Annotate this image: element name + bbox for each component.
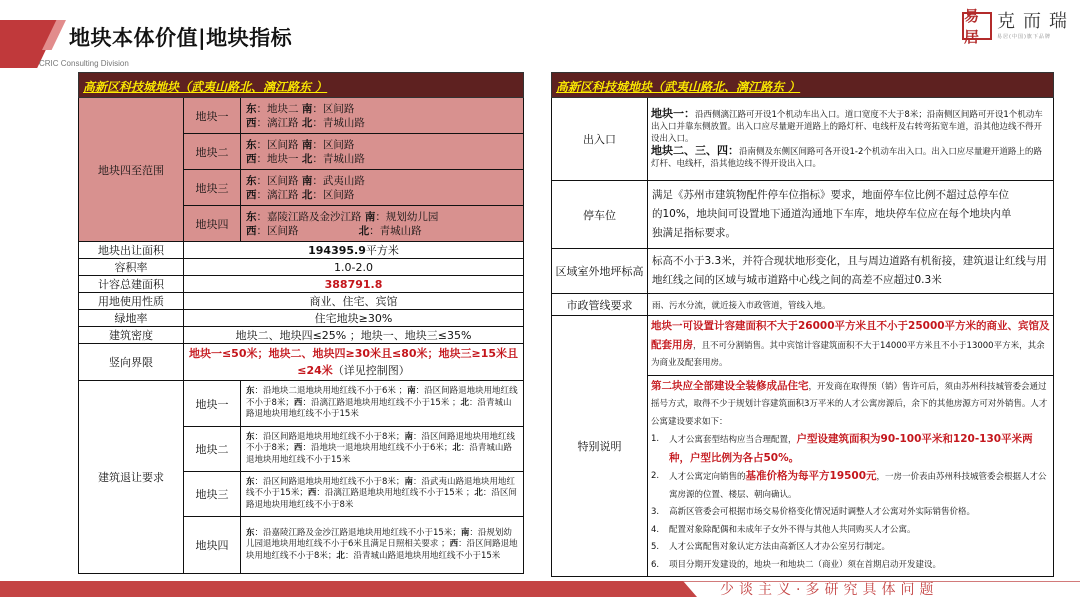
row-label: 特别说明 bbox=[552, 316, 648, 577]
table-row bbox=[552, 181, 1054, 249]
row-label: 区域室外地坪标高 bbox=[552, 249, 648, 294]
logo-tagline: 易居(中国)旗下品牌 bbox=[997, 34, 1051, 40]
elevation-text: 标高不小于3.3米，并符合现状地形变化，且与周边道路有机衔接，建筑退让红线与用地红线之间的区域与城市道路中心线之间的高差不应超过0.3米 bbox=[648, 249, 1054, 294]
table-row bbox=[79, 259, 524, 276]
table-row bbox=[79, 310, 524, 327]
row-label: 出入口 bbox=[552, 98, 648, 181]
row-label: 计容总建面积 bbox=[79, 276, 184, 293]
list-item: 3. 高新区管委会可根据市场交易价格变化情况适时调整人才公寓对外实际销售价格。 bbox=[651, 507, 976, 517]
table-title: 高新区科技城地块（武夷山路北、漓江路东 ） bbox=[83, 79, 328, 94]
parcel-name: 地块一 bbox=[184, 381, 241, 427]
logo bbox=[962, 7, 1075, 46]
parking-text: 满足《苏州市建筑物配件停车位指标》要求，地面停车位比例不超过总停车位的10%，地块间可设置地下通道沟通地下车库，地块停车位应在每个地块内单独满足指标要求。 bbox=[648, 181, 1054, 249]
boundary-cell: 东：地块二 南：区间路 西：漓江路 北：青城山路 bbox=[241, 98, 524, 134]
table-row bbox=[552, 98, 1054, 181]
list-item: 1. 人才公寓套型结构应当合理配置，户型设建筑面积为90-100平米和120-130平米两种，户型比例为各占50%。 bbox=[651, 433, 1033, 464]
parcel-name: 地块二 bbox=[184, 134, 241, 170]
boundary-cell: 东：区间路 南：区间路 西：地块一 北：青城山路 bbox=[241, 134, 524, 170]
row-value: 商业、住宅、宾馆 bbox=[184, 293, 524, 310]
list-item: 6. 项目分期开发建设的，地块一和地块二（商业）须在首期启动开发建设。 bbox=[651, 559, 942, 570]
seal-icon: 易居 bbox=[962, 12, 992, 40]
setback-cell: 东：沿区间路退地块用地红线不小于8米；南：沿武夷山路退地块用地红线不小于15米；西：沿漓江路退地块用地红线不小于15米 ；北：沿区间路退地块用地红线不小于8米 bbox=[241, 472, 524, 517]
table-row bbox=[79, 293, 524, 310]
table-row bbox=[552, 316, 1054, 376]
parcel-name: 地块四 bbox=[184, 206, 241, 242]
subtitle: CRIC Consulting Division bbox=[39, 59, 129, 68]
table-title-row bbox=[79, 73, 524, 98]
row-value: 1.0-2.0 bbox=[184, 259, 524, 276]
row-label: 竖向界限 bbox=[79, 344, 184, 381]
boundary-cell: 东：嘉陵江路及金沙江路 南：规划幼儿园 西：区间路 北：青城山路 bbox=[241, 206, 524, 242]
entrance-text: 地块一：沿西侧漓江路可开设1个机动车出入口。道口宽度不大于8米；沿南侧区间路可开设1个机动车出入口并靠东侧放置。出入口应尽量避开道路上的路灯杆、电线杆及右转弯拓宽车道，沿其他边线不得开设出入口。 地块二、三、四：沿南侧及东侧区间路可各开设1-2个机动车出入口。出入口应尽量避开道路上的路灯杆、电线杆，沿其他边线不得开设出入口。 bbox=[648, 98, 1054, 181]
parcel-name: 地块一 bbox=[184, 98, 241, 134]
footer-red-bar bbox=[0, 581, 697, 597]
special-block-1: 地块一可设置计容建面积不大于26000平方米且不小于25000平方米的商业、宾馆及配套用房，且不可分割销售。其中宾馆计容建筑面积不大于14000平方米且不小于13000平方米，其余为商业及配套用房。 bbox=[648, 316, 1054, 376]
parcel-name: 地块二 bbox=[184, 427, 241, 472]
table-row bbox=[79, 98, 524, 134]
table-row bbox=[79, 381, 524, 427]
pipeline-text: 雨、污水分流，就近接入市政管道，管线入地。 bbox=[648, 294, 1054, 316]
row-label: 用地使用性质 bbox=[79, 293, 184, 310]
row-label: 地块四至范围 bbox=[79, 98, 184, 242]
table-title-row bbox=[552, 73, 1054, 98]
boundary-cell: 东：区间路 南：武夷山路 西：漓江路 北：区间路 bbox=[241, 170, 524, 206]
table-row bbox=[79, 276, 524, 293]
row-label: 建筑密度 bbox=[79, 327, 184, 344]
planning-requirements-table bbox=[551, 72, 1054, 577]
row-value: 388791.8 bbox=[184, 276, 524, 293]
row-label: 建筑退让要求 bbox=[79, 381, 184, 574]
parcel-indicators-table bbox=[78, 72, 524, 574]
row-value: 地块一≤50米；地块二、地块四≥30米且≤80米；地块三≥15米且≤24米（详见控制图） bbox=[184, 344, 524, 381]
row-label: 绿地率 bbox=[79, 310, 184, 327]
table-title: 高新区科技城地块（武夷山路北、漓江路东 ） bbox=[556, 79, 801, 94]
setback-cell: 东：沿嘉陵江路及金沙江路退地块用地红线不小于15米；南：沿规划幼儿园退地块用地红线不小于6米且满足日照相关要求 ；西：沿区间路退地块用地红线不小于8米；北：沿青城山路退地块用地红线不小于15米 bbox=[241, 517, 524, 574]
table-row bbox=[552, 249, 1054, 294]
parcel-name: 地块四 bbox=[184, 517, 241, 574]
row-label: 市政管线要求 bbox=[552, 294, 648, 316]
table-row bbox=[79, 327, 524, 344]
logo-text bbox=[997, 12, 1075, 40]
row-label: 地块出让面积 bbox=[79, 242, 184, 259]
table-row bbox=[79, 344, 524, 381]
row-label: 容积率 bbox=[79, 259, 184, 276]
logo-name: 克而瑞 bbox=[997, 11, 1075, 32]
row-value: 194395.9平方米 bbox=[184, 242, 524, 259]
row-value: 地块二、地块四≤25% ；地块一、地块三≤35% bbox=[184, 327, 524, 344]
setback-cell: 东：沿区间路退地块用地红线不小于8米；南：沿区间路退地块用地红线不小于8米；西：沿地块一退地块用地红线不小于6米；北：沿青城山路退地块用地红线不小于15米 bbox=[241, 427, 524, 472]
page-title: 地块本体价值|地块指标 bbox=[69, 26, 293, 50]
parcel-name: 地块三 bbox=[184, 472, 241, 517]
footer-tagline: 少谈主义·多研究具体问题 bbox=[720, 582, 939, 598]
table-row bbox=[79, 242, 524, 259]
parcel-name: 地块三 bbox=[184, 170, 241, 206]
row-value: 住宅地块≥30% bbox=[184, 310, 524, 327]
row-label: 停车位 bbox=[552, 181, 648, 249]
special-block-2: 第二块应全部建设全装修成品住宅，开发商在取得预（销）售许可后，须由苏州科技城管委会通过摇号方式，取得不少于规划计容建筑面积3万平米的人才公寓房源后，余下的其他房源方可对外销售。人才公寓建设要求如下： 1. 人才公寓套型结构应当合理配置，户型设建筑面积为90-100平米和120-130平米两种，户型比例为各占50%。 2. 人才公寓定向销售的基准价格为每平方19500元，一房一价表由苏州科技城管委会根据人才公寓房源的位置、楼层、朝向确认。 3. 高新区管委会可根据市场交易价格变化情况适时调整人才公寓对外实际销售价格。 4. 配置对象除配偶和未成年子女外不得与其他人共同购买人才公寓。 5. 人才公寓配售对象认定方法由高新区人才办公室另行制定。 6. 项目分期开发建设的，地块一和地块二（商业）须在首期启动开发建设。 bbox=[648, 375, 1054, 577]
list-item: 2. 人才公寓定向销售的基准价格为每平方19500元，一房一价表由苏州科技城管委会根据人才公寓房源的位置、楼层、朝向确认。 bbox=[651, 470, 1047, 500]
list-item: 5. 人才公寓配售对象认定方法由高新区人才办公室另行制定。 bbox=[651, 542, 891, 552]
list-item: 4. 配置对象除配偶和未成年子女外不得与其他人共同购买人才公寓。 bbox=[651, 524, 916, 535]
setback-cell: 东：沿地块二退地块用地红线不小于6米 ；南：沿区间路退地块用地红线不小于8米；西：沿漓江路退地块用地红线不小于15米 ；北：沿青城山路退地块用地红线不小于15米 bbox=[241, 381, 524, 427]
table-row bbox=[552, 294, 1054, 316]
